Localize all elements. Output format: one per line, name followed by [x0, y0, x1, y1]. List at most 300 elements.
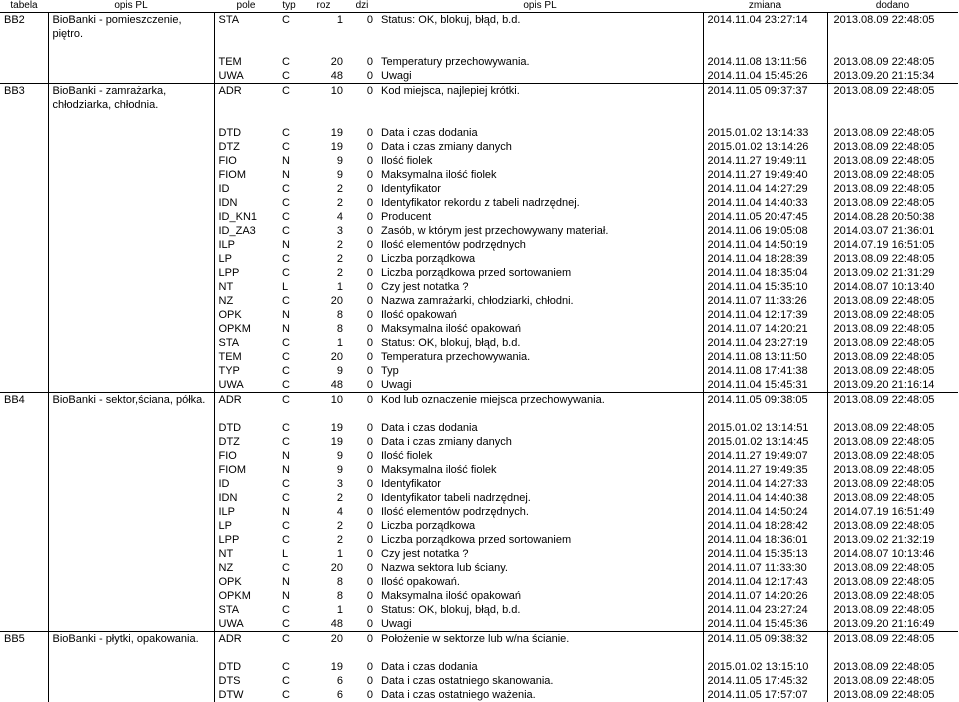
table-name-cell	[0, 126, 48, 140]
field-description-cell: Data i czas zmiany danych	[377, 140, 703, 154]
size-cell: 9	[300, 463, 347, 477]
table-name-cell	[0, 435, 48, 449]
decimals-cell: 0	[347, 435, 377, 449]
field-name-cell: IDN	[214, 491, 278, 505]
table-name-cell	[0, 266, 48, 280]
modified-cell: 2014.11.04 14:50:19	[703, 238, 827, 252]
column-header: opis PL	[48, 0, 214, 13]
column-header: typ	[278, 0, 300, 13]
size-cell: 2	[300, 252, 347, 266]
modified-cell: 2014.11.04 14:40:33	[703, 196, 827, 210]
type-cell: C	[278, 435, 300, 449]
table-name-cell	[0, 519, 48, 533]
size-cell: 1	[300, 13, 347, 56]
size-cell: 6	[300, 688, 347, 702]
size-cell: 6	[300, 674, 347, 688]
added-cell: 2013.08.09 22:48:05	[827, 84, 958, 127]
table-name-cell	[0, 252, 48, 266]
table-row	[0, 252, 958, 266]
modified-cell: 2014.11.05 09:38:32	[703, 632, 827, 661]
modified-cell: 2014.11.07 14:20:26	[703, 589, 827, 603]
type-cell: C	[278, 632, 300, 661]
field-description-cell: Identyfikator rekordu z tabeli nadrzędnej.	[377, 196, 703, 210]
field-description-cell: Kod lub oznaczenie miejsca przechowywania.	[377, 393, 703, 422]
type-cell: C	[278, 561, 300, 575]
table-description-cell	[48, 224, 214, 238]
modified-cell: 2014.11.07 11:33:26	[703, 294, 827, 308]
table-name-cell: BB4	[0, 393, 48, 422]
modified-cell: 2014.11.27 19:49:35	[703, 463, 827, 477]
table-row	[0, 13, 958, 56]
decimals-cell: 0	[347, 364, 377, 378]
table-description-cell	[48, 252, 214, 266]
type-cell: N	[278, 322, 300, 336]
table-name-cell	[0, 561, 48, 575]
modified-cell: 2015.01.02 13:14:26	[703, 140, 827, 154]
modified-cell: 2014.11.08 13:11:56	[703, 55, 827, 69]
field-name-cell: ILP	[214, 238, 278, 252]
type-cell: N	[278, 463, 300, 477]
column-header: roz	[300, 0, 347, 13]
added-cell: 2013.08.09 22:48:05	[827, 421, 958, 435]
field-description-cell: Zasób, w którym jest przechowywany materiał.	[377, 224, 703, 238]
field-description-cell: Czy jest notatka ?	[377, 280, 703, 294]
field-description-cell: Status: OK, blokuj, błąd, b.d.	[377, 336, 703, 350]
modified-cell: 2014.11.04 14:50:24	[703, 505, 827, 519]
table-name-cell	[0, 421, 48, 435]
field-name-cell: FIO	[214, 449, 278, 463]
size-cell: 20	[300, 294, 347, 308]
modified-cell: 2014.11.27 19:49:40	[703, 168, 827, 182]
field-description-cell: Uwagi	[377, 617, 703, 632]
type-cell: C	[278, 69, 300, 84]
table-row	[0, 589, 958, 603]
size-cell: 10	[300, 84, 347, 127]
field-description-cell: Liczba porządkowa przed sortowaniem	[377, 533, 703, 547]
added-cell: 2013.09.02 21:32:19	[827, 533, 958, 547]
table-description-cell	[48, 378, 214, 393]
table-name-cell	[0, 182, 48, 196]
type-cell: C	[278, 393, 300, 422]
modified-cell: 2014.11.04 23:27:24	[703, 603, 827, 617]
size-cell: 20	[300, 561, 347, 575]
type-cell: N	[278, 505, 300, 519]
table-row	[0, 84, 958, 127]
table-name-cell	[0, 140, 48, 154]
field-description-cell: Nazwa zamrażarki, chłodziarki, chłodni.	[377, 294, 703, 308]
field-description-cell: Maksymalna ilość opakowań	[377, 322, 703, 336]
table-row	[0, 210, 958, 224]
decimals-cell: 0	[347, 252, 377, 266]
added-cell: 2013.09.20 21:15:34	[827, 69, 958, 84]
modified-cell: 2014.11.08 17:41:38	[703, 364, 827, 378]
table-row	[0, 140, 958, 154]
table-description-cell	[48, 477, 214, 491]
table-row	[0, 182, 958, 196]
table-row	[0, 547, 958, 561]
field-name-cell: DTS	[214, 674, 278, 688]
table-description-cell: BioBanki - pomieszczenie, piętro.	[48, 13, 214, 56]
added-cell: 2013.08.09 22:48:05	[827, 322, 958, 336]
field-description-cell: Maksymalna ilość opakowań	[377, 589, 703, 603]
field-name-cell: IDN	[214, 196, 278, 210]
table-row	[0, 168, 958, 182]
decimals-cell: 0	[347, 421, 377, 435]
table-description-cell	[48, 533, 214, 547]
table-description-cell	[48, 55, 214, 69]
size-cell: 20	[300, 632, 347, 661]
table-description-cell	[48, 238, 214, 252]
added-cell: 2014.08.07 10:13:40	[827, 280, 958, 294]
type-cell: C	[278, 252, 300, 266]
type-cell: C	[278, 182, 300, 196]
size-cell: 48	[300, 378, 347, 393]
table-name-cell	[0, 322, 48, 336]
size-cell: 20	[300, 55, 347, 69]
size-cell: 8	[300, 589, 347, 603]
table-row	[0, 617, 958, 632]
table-row	[0, 632, 958, 661]
decimals-cell: 0	[347, 491, 377, 505]
decimals-cell: 0	[347, 69, 377, 84]
table-row	[0, 561, 958, 575]
type-cell: N	[278, 308, 300, 322]
field-name-cell: FIOM	[214, 463, 278, 477]
modified-cell: 2014.11.05 17:45:32	[703, 674, 827, 688]
modified-cell: 2014.11.07 14:20:21	[703, 322, 827, 336]
table-row	[0, 378, 958, 393]
modified-cell: 2014.11.05 20:47:45	[703, 210, 827, 224]
size-cell: 8	[300, 308, 347, 322]
field-name-cell: LPP	[214, 533, 278, 547]
field-name-cell: ILP	[214, 505, 278, 519]
field-name-cell: TEM	[214, 350, 278, 364]
added-cell: 2013.08.09 22:48:05	[827, 252, 958, 266]
decimals-cell: 0	[347, 238, 377, 252]
field-name-cell: STA	[214, 603, 278, 617]
table-row	[0, 126, 958, 140]
table-name-cell	[0, 350, 48, 364]
field-description-cell: Ilość opakowań	[377, 308, 703, 322]
field-description-cell: Identyfikator	[377, 182, 703, 196]
table-description-cell	[48, 322, 214, 336]
type-cell: C	[278, 266, 300, 280]
decimals-cell: 0	[347, 589, 377, 603]
modified-cell: 2014.11.04 15:45:31	[703, 378, 827, 393]
added-cell: 2013.08.09 22:48:05	[827, 463, 958, 477]
added-cell: 2013.08.09 22:48:05	[827, 308, 958, 322]
added-cell: 2013.09.02 21:31:29	[827, 266, 958, 280]
modified-cell: 2014.11.05 09:38:05	[703, 393, 827, 422]
field-name-cell: DTD	[214, 660, 278, 674]
size-cell: 3	[300, 477, 347, 491]
added-cell: 2013.08.09 22:48:05	[827, 140, 958, 154]
table-description-cell: BioBanki - zamrażarka, chłodziarka, chłodnia.	[48, 84, 214, 127]
table-description-cell	[48, 154, 214, 168]
field-name-cell: LP	[214, 519, 278, 533]
added-cell: 2013.08.09 22:48:05	[827, 196, 958, 210]
table-row	[0, 336, 958, 350]
size-cell: 2	[300, 196, 347, 210]
field-description-cell: Producent	[377, 210, 703, 224]
size-cell: 2	[300, 238, 347, 252]
table-name-cell	[0, 660, 48, 674]
table-row	[0, 364, 958, 378]
table-description-cell	[48, 603, 214, 617]
decimals-cell: 0	[347, 505, 377, 519]
added-cell: 2013.08.09 22:48:05	[827, 336, 958, 350]
type-cell: N	[278, 575, 300, 589]
type-cell: C	[278, 660, 300, 674]
size-cell: 2	[300, 519, 347, 533]
field-description-cell: Data i czas dodania	[377, 421, 703, 435]
modified-cell: 2015.01.02 13:14:45	[703, 435, 827, 449]
table-description-cell	[48, 168, 214, 182]
field-name-cell: DTD	[214, 126, 278, 140]
modified-cell: 2014.11.05 17:57:07	[703, 688, 827, 702]
type-cell: C	[278, 491, 300, 505]
table-description-cell	[48, 294, 214, 308]
added-cell: 2014.08.28 20:50:38	[827, 210, 958, 224]
column-header: zmiana	[703, 0, 827, 13]
table-name-cell	[0, 477, 48, 491]
added-cell: 2013.08.09 22:48:05	[827, 435, 958, 449]
field-name-cell: DTD	[214, 421, 278, 435]
modified-cell: 2014.11.04 14:27:29	[703, 182, 827, 196]
added-cell: 2013.08.09 22:48:05	[827, 660, 958, 674]
modified-cell: 2014.11.05 09:37:37	[703, 84, 827, 127]
table-row	[0, 449, 958, 463]
added-cell: 2013.08.09 22:48:05	[827, 575, 958, 589]
table-row	[0, 674, 958, 688]
column-header: tabela	[0, 0, 48, 13]
table-description-cell	[48, 449, 214, 463]
decimals-cell: 0	[347, 55, 377, 69]
table-description-cell	[48, 561, 214, 575]
decimals-cell: 0	[347, 449, 377, 463]
decimals-cell: 0	[347, 561, 377, 575]
modified-cell: 2014.11.04 18:28:39	[703, 252, 827, 266]
modified-cell: 2014.11.06 19:05:08	[703, 224, 827, 238]
table-name-cell	[0, 617, 48, 632]
modified-cell: 2014.11.04 18:28:42	[703, 519, 827, 533]
decimals-cell: 0	[347, 463, 377, 477]
field-name-cell: ID	[214, 477, 278, 491]
field-description-cell: Typ	[377, 364, 703, 378]
field-name-cell: UWA	[214, 69, 278, 84]
modified-cell: 2014.11.27 19:49:07	[703, 449, 827, 463]
field-name-cell: TYP	[214, 364, 278, 378]
table-description-cell	[48, 364, 214, 378]
modified-cell: 2014.11.04 15:35:13	[703, 547, 827, 561]
table-name-cell	[0, 674, 48, 688]
field-name-cell: UWA	[214, 378, 278, 393]
decimals-cell: 0	[347, 632, 377, 661]
table-row	[0, 421, 958, 435]
table-description-cell	[48, 126, 214, 140]
size-cell: 8	[300, 575, 347, 589]
decimals-cell: 0	[347, 603, 377, 617]
size-cell: 1	[300, 547, 347, 561]
table-name-cell	[0, 308, 48, 322]
table-description-cell	[48, 688, 214, 702]
table-row	[0, 266, 958, 280]
field-name-cell: ADR	[214, 84, 278, 127]
decimals-cell: 0	[347, 224, 377, 238]
size-cell: 2	[300, 182, 347, 196]
table-description-cell	[48, 660, 214, 674]
table-name-cell	[0, 449, 48, 463]
size-cell: 2	[300, 266, 347, 280]
field-description-cell: Kod miejsca, najlepiej krótki.	[377, 84, 703, 127]
field-name-cell: ADR	[214, 393, 278, 422]
decimals-cell: 0	[347, 210, 377, 224]
type-cell: C	[278, 617, 300, 632]
table-row	[0, 224, 958, 238]
table-name-cell	[0, 210, 48, 224]
decimals-cell: 0	[347, 533, 377, 547]
field-description-cell: Liczba porządkowa	[377, 519, 703, 533]
table-name-cell	[0, 294, 48, 308]
field-description-cell: Położenie w sektorze lub w/na ścianie.	[377, 632, 703, 661]
table-description-cell	[48, 308, 214, 322]
size-cell: 19	[300, 660, 347, 674]
table-row	[0, 393, 958, 422]
table-row	[0, 660, 958, 674]
table-row	[0, 533, 958, 547]
decimals-cell: 0	[347, 294, 377, 308]
field-name-cell: NZ	[214, 561, 278, 575]
table-row	[0, 491, 958, 505]
decimals-cell: 0	[347, 140, 377, 154]
type-cell: N	[278, 589, 300, 603]
field-description-cell: Uwagi	[377, 69, 703, 84]
table-description-cell	[48, 266, 214, 280]
added-cell: 2013.08.09 22:48:05	[827, 168, 958, 182]
type-cell: C	[278, 688, 300, 702]
table-name-cell	[0, 505, 48, 519]
modified-cell: 2014.11.04 15:45:26	[703, 69, 827, 84]
field-name-cell: LP	[214, 252, 278, 266]
size-cell: 1	[300, 280, 347, 294]
table-name-cell	[0, 280, 48, 294]
decimals-cell: 0	[347, 196, 377, 210]
decimals-cell: 0	[347, 688, 377, 702]
added-cell: 2013.08.09 22:48:05	[827, 688, 958, 702]
type-cell: L	[278, 547, 300, 561]
field-name-cell: OPKM	[214, 322, 278, 336]
table-description-cell: BioBanki - płytki, opakowania.	[48, 632, 214, 661]
added-cell: 2013.08.09 22:48:05	[827, 603, 958, 617]
field-name-cell: OPKM	[214, 589, 278, 603]
type-cell: C	[278, 140, 300, 154]
modified-cell: 2014.11.04 23:27:19	[703, 336, 827, 350]
added-cell: 2013.09.20 21:16:14	[827, 378, 958, 393]
size-cell: 9	[300, 168, 347, 182]
size-cell: 4	[300, 505, 347, 519]
modified-cell: 2014.11.04 15:35:10	[703, 280, 827, 294]
table-name-cell	[0, 69, 48, 84]
field-description-cell: Data i czas dodania	[377, 126, 703, 140]
type-cell: C	[278, 533, 300, 547]
type-cell: L	[278, 280, 300, 294]
table-name-cell: BB3	[0, 84, 48, 127]
field-description-cell: Ilość fiolek	[377, 154, 703, 168]
table-name-cell	[0, 364, 48, 378]
field-description-cell: Status: OK, blokuj, błąd, b.d.	[377, 603, 703, 617]
type-cell: C	[278, 519, 300, 533]
field-description-cell: Identyfikator	[377, 477, 703, 491]
field-name-cell: NT	[214, 280, 278, 294]
type-cell: C	[278, 210, 300, 224]
field-name-cell: FIO	[214, 154, 278, 168]
table-row	[0, 154, 958, 168]
added-cell: 2014.07.19 16:51:05	[827, 238, 958, 252]
table-row	[0, 322, 958, 336]
table-description-cell	[48, 463, 214, 477]
field-description-cell: Maksymalna ilość fiolek	[377, 168, 703, 182]
field-description-cell: Identyfikator tabeli nadrzędnej.	[377, 491, 703, 505]
field-name-cell: ADR	[214, 632, 278, 661]
table-row	[0, 238, 958, 252]
decimals-cell: 0	[347, 182, 377, 196]
table-row	[0, 463, 958, 477]
added-cell: 2014.08.07 10:13:46	[827, 547, 958, 561]
table-name-cell: BB2	[0, 13, 48, 56]
added-cell: 2013.08.09 22:48:05	[827, 55, 958, 69]
table-description-cell	[48, 589, 214, 603]
decimals-cell: 0	[347, 322, 377, 336]
modified-cell: 2014.11.04 18:36:01	[703, 533, 827, 547]
field-description-cell: Data i czas dodania	[377, 660, 703, 674]
type-cell: C	[278, 364, 300, 378]
table-name-cell	[0, 533, 48, 547]
size-cell: 1	[300, 336, 347, 350]
table-name-cell	[0, 603, 48, 617]
field-description-cell: Uwagi	[377, 378, 703, 393]
decimals-cell: 0	[347, 378, 377, 393]
column-header: dodano	[827, 0, 958, 13]
added-cell: 2013.08.09 22:48:05	[827, 364, 958, 378]
modified-cell: 2015.01.02 13:14:33	[703, 126, 827, 140]
table-name-cell	[0, 336, 48, 350]
type-cell: C	[278, 55, 300, 69]
table-body	[0, 13, 958, 702]
size-cell: 48	[300, 617, 347, 632]
field-description-cell: Nazwa sektora lub ściany.	[377, 561, 703, 575]
field-name-cell: FIOM	[214, 168, 278, 182]
field-description-cell: Temperatura przechowywania.	[377, 350, 703, 364]
type-cell: C	[278, 294, 300, 308]
table-description-cell	[48, 617, 214, 632]
type-cell: C	[278, 196, 300, 210]
field-description-cell: Temperatury przechowywania.	[377, 55, 703, 69]
table-row	[0, 350, 958, 364]
field-description-cell: Ilość elementów podrzędnych.	[377, 505, 703, 519]
added-cell: 2013.08.09 22:48:05	[827, 182, 958, 196]
field-description-cell: Liczba porządkowa przed sortowaniem	[377, 266, 703, 280]
field-description-cell: Liczba porządkowa	[377, 252, 703, 266]
size-cell: 9	[300, 449, 347, 463]
table-name-cell	[0, 238, 48, 252]
field-description-cell: Ilość elementów podrzędnych	[377, 238, 703, 252]
table-row	[0, 55, 958, 69]
field-name-cell: OPK	[214, 308, 278, 322]
table-row	[0, 196, 958, 210]
column-header: opis PL	[377, 0, 703, 13]
table-row	[0, 435, 958, 449]
table-description-cell	[48, 182, 214, 196]
